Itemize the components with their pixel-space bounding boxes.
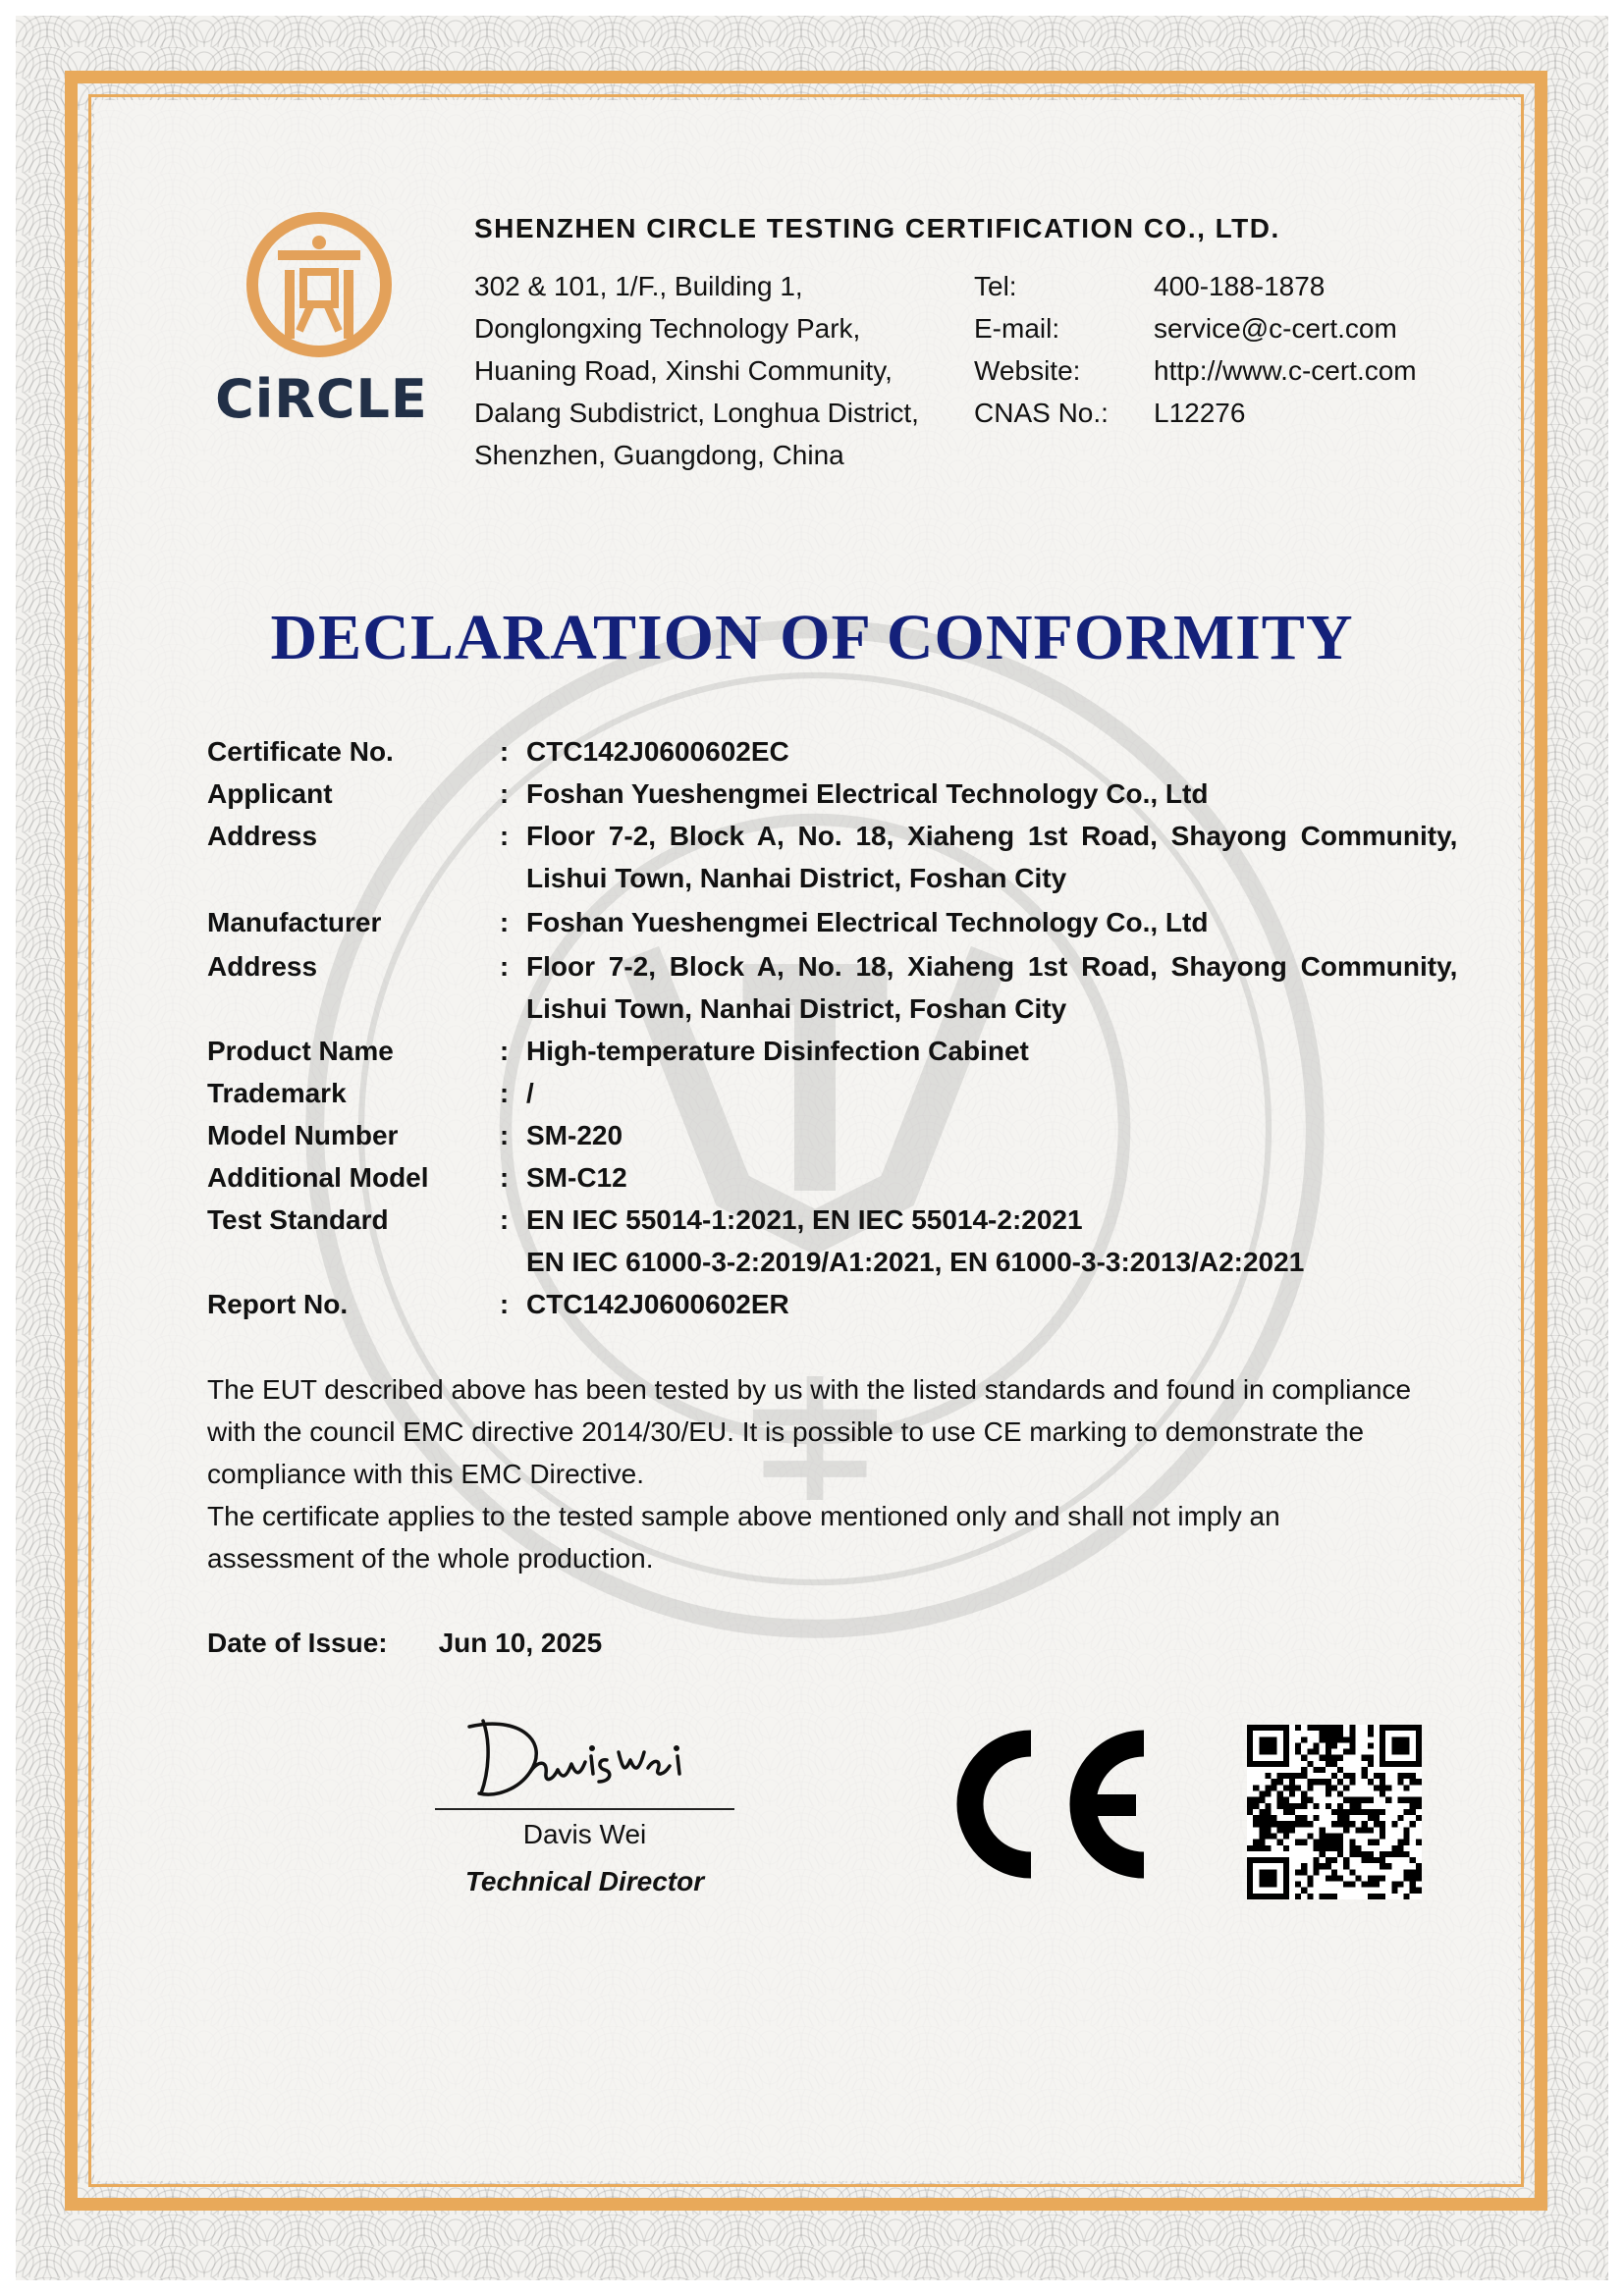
cnas-label: CNAS No.: [974,398,1109,428]
field-colon: : [499,736,510,767]
field-value [526,1199,1454,1283]
field-value [526,730,1454,773]
field-value-line: CTC142J0600602ER [526,1289,789,1319]
statement-line: The certificate applies to the tested sample above mentioned only and shall not imply an [207,1501,1280,1531]
company-name: SHENZHEN CIRCLE TESTING CERTIFICATION CO., LTD. [474,213,1280,243]
field-value [526,1030,1454,1072]
field-value [526,1283,1454,1325]
field-value-line: EN IEC 55014-1:2021, EN IEC 55014-2:2021 [526,1204,1083,1235]
field-value [526,773,1454,815]
contact-values [1154,265,1417,434]
tel-value: 400-188-1878 [1154,271,1326,301]
field-value-line: EN IEC 61000-3-2:2019/A1:2021, EN 61000-3-3:2013/A2:2021 [526,1247,1305,1277]
field-value-line: / [526,1078,534,1108]
field-label: Report No. [207,1289,349,1319]
document-title: DECLARATION OF CONFORMITY [270,602,1354,673]
statement-line: with the council EMC directive 2014/30/EU. It is possible to use CE marking to demonstrate the [207,1416,1365,1447]
signer-title: Technical Director [464,1866,705,1896]
address-line: Huaning Road, Xinshi Community, [474,355,893,386]
field-colon: : [499,821,510,851]
statement-line: The EUT described above has been tested by us with the listed standards and found in compliance [207,1374,1412,1405]
certificate-fields [207,730,1458,1325]
field-value [526,1072,1454,1114]
field-trademark [207,1072,1454,1114]
field-label: Applicant [207,778,333,809]
logo-wordmark: CiRCLE [215,368,428,430]
field-colon: : [499,907,510,937]
field-label: Trademark [207,1078,347,1108]
field-colon: : [499,951,510,982]
field-value-line: Foshan Yueshengmei Electrical Technology Co., Ltd [526,778,1209,809]
statement-line: assessment of the whole production. [207,1543,654,1574]
field-value [526,1156,1454,1199]
signature-image [461,1713,697,1801]
field-colon: : [499,1289,510,1319]
field-value [526,815,1457,899]
tel-label: Tel: [974,271,1017,301]
compliance-statement [207,1368,1464,1579]
email-value: service@c-cert.com [1154,313,1397,344]
field-label: Address [207,821,318,851]
email-label: E-mail: [974,313,1060,344]
issue-date-value: Jun 10, 2025 [438,1628,603,1658]
field-value-line: High-temperature Disinfection Cabinet [526,1036,1029,1066]
issue-date-label: Date of Issue: [207,1628,388,1658]
website-label: Website: [974,355,1081,386]
field-colon: : [499,1162,510,1193]
address-line: Donglongxing Technology Park, [474,313,861,344]
field-label: Address [207,951,318,982]
qr-code-icon [1247,1725,1422,1899]
field-label: Additional Model [207,1162,429,1193]
field-certificate-no [207,730,1454,773]
statement-line: compliance with this EMC Directive. [207,1459,645,1489]
field-label: Certificate No. [207,736,394,767]
field-manufacturer [207,901,1454,943]
field-test-standard [207,1199,1454,1283]
field-manufacturer-address [207,945,1458,1030]
field-value [526,945,1457,1030]
company-address [474,265,919,476]
field-additional-model [207,1156,1454,1199]
field-value-line: Lishui Town, Nanhai District, Foshan City [526,863,1067,893]
field-label: Manufacturer [207,907,382,937]
contact-labels [974,265,1109,434]
field-applicant-address [207,815,1458,899]
signature-line [435,1808,734,1810]
signer-name: Davis Wei [522,1819,647,1849]
field-applicant [207,773,1454,815]
address-line: Dalang Subdistrict, Longhua District, [474,398,919,428]
field-report-no [207,1283,1454,1325]
cnas-value: L12276 [1154,398,1246,428]
field-product-name [207,1030,1454,1072]
field-value-line: Floor 7-2, Block A, No. 18, Xiaheng 1st Road, Shayong Community, [526,951,1458,982]
field-colon: : [499,1036,510,1066]
field-colon: : [499,1078,510,1108]
field-value-line: SM-C12 [526,1162,627,1193]
ce-mark-icon [938,1726,1154,1883]
address-line: Shenzhen, Guangdong, China [474,440,844,470]
field-label: Model Number [207,1120,399,1150]
field-label: Test Standard [207,1204,389,1235]
date-of-issue [207,1628,602,1659]
field-value-line: Lishui Town, Nanhai District, Foshan City [526,993,1067,1024]
field-value-line: Floor 7-2, Block A, No. 18, Xiaheng 1st Road, Shayong Community, [526,821,1458,851]
field-colon: : [499,1120,510,1150]
field-value [526,901,1454,943]
field-label: Product Name [207,1036,394,1066]
field-colon: : [499,778,510,809]
field-model-number [207,1114,1454,1156]
address-line: 302 & 101, 1/F., Building 1, [474,271,803,301]
field-value [526,1114,1454,1156]
field-value-line: SM-220 [526,1120,623,1150]
field-value-line: Foshan Yueshengmei Electrical Technology Co., Ltd [526,907,1209,937]
website-value: http://www.c-cert.com [1154,355,1417,386]
field-value-line: CTC142J0600602EC [526,736,789,767]
field-colon: : [499,1204,510,1235]
